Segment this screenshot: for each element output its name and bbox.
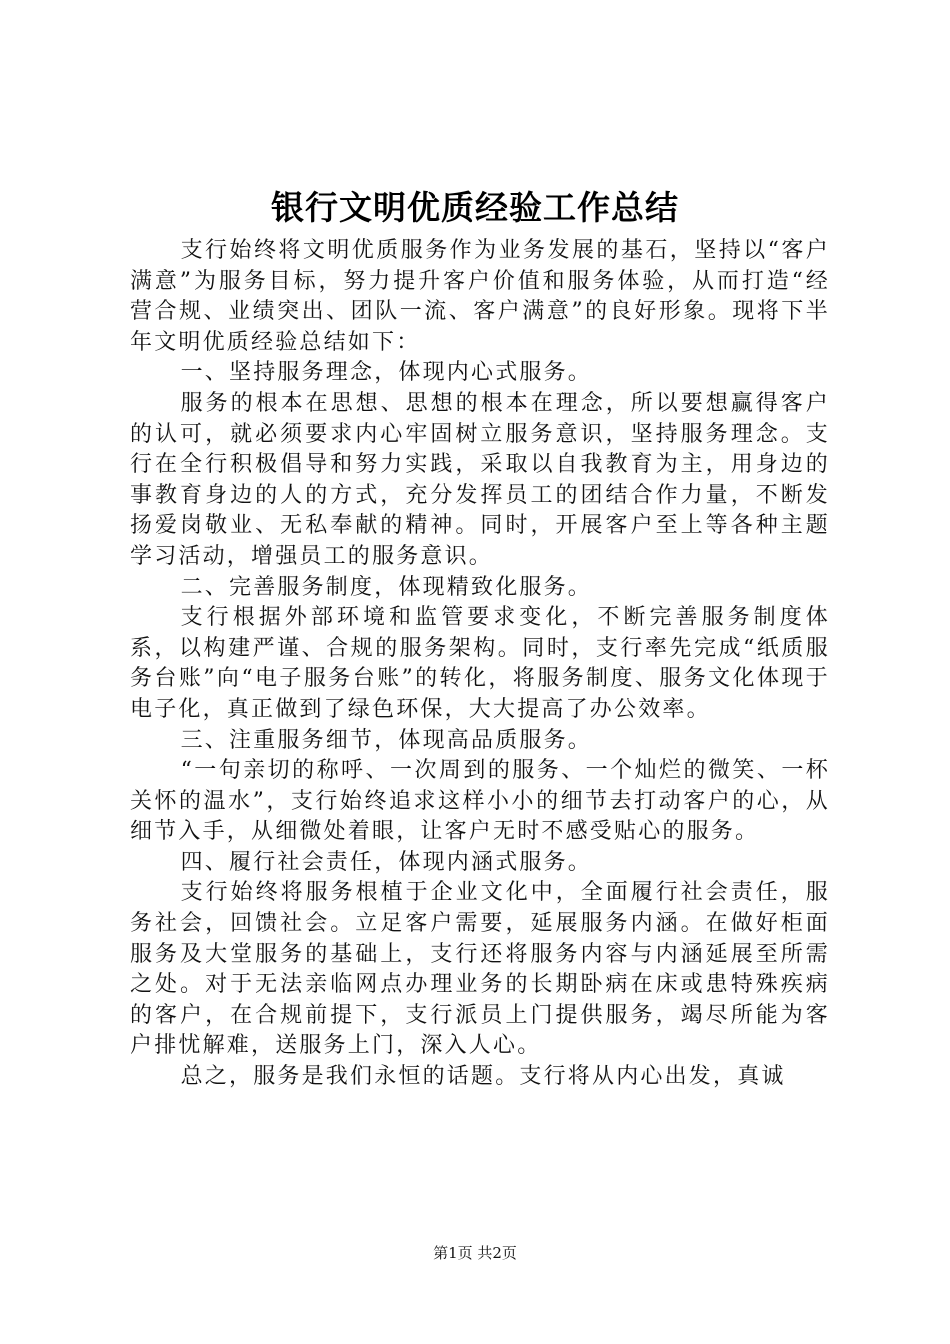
section-heading-1: 一、坚持服务理念，体现内心式服务。 [180, 360, 592, 386]
document-body [130, 236, 830, 1093]
section-heading-3: 三、注重服务细节，体现高品质服务。 [180, 727, 592, 753]
document-title: 银行文明优质经验工作总结 [271, 188, 679, 227]
paragraph-section-1: 服务的根本在思想、思想的根本在理念，所以要想赢得客户的认可，就必须要求内心牢固树立服务意识，坚持服务理念。支行在全行积极倡导和努力实践，采取以自我教育为主，用身边的事教育身边的人的方式，充分发挥员工的团结合作力量，不断发扬爱岗敬业、无私奉献的精神。同时，开展客户至上等各种主题学习活动，增强员工的服务意识。 [130, 390, 830, 569]
page-number-footer: 第1页 共2页 [433, 1244, 517, 1262]
paragraph-section-4: 支行始终将服务根植于企业文化中，全面履行社会责任，服务社会，回馈社会。立足客户需要，延展服务内涵。在做好柜面服务及大堂服务的基础上，支行还将服务内容与内涵延展至所需之处。对于无法亲临网点办理业务的长期卧病在床或患特殊疾病的客户，在合规前提下，支行派员上门提供服务，竭尽所能为客户排忧解难，送服务上门，深入人心。 [130, 880, 830, 1059]
section-heading-4: 四、履行社会责任，体现内涵式服务。 [180, 849, 592, 875]
paragraph-section-2: 支行根据外部环境和监管要求变化，不断完善服务制度体系，以构建严谨、合规的服务架构。同时，支行率先完成“纸质服务台账”向“电子服务台账”的转化，将服务制度、服务文化体现于电子化，真正做到了绿色环保，大大提高了办公效率。 [130, 605, 830, 722]
paragraph-section-3: “一句亲切的称呼、一次周到的服务、一个灿烂的微笑、一杯关怀的温水”，支行始终追求这样小小的细节去打动客户的心，从细节入手，从细微处着眼，让客户无时不感受贴心的服务。 [130, 758, 830, 845]
paragraph-intro: 支行始终将文明优质服务作为业务发展的基石，坚持以“客户满意”为服务目标，努力提升客户价值和服务体验，从而打造“经营合规、业绩突出、团队一流、客户满意”的良好形象。现将下半年文明优质经验总结如下： [130, 238, 830, 355]
section-heading-2: 二、完善服务制度，体现精致化服务。 [180, 574, 592, 600]
paragraph-conclusion: 总之，服务是我们永恒的话题。支行将从内心出发，真诚 [180, 1064, 786, 1090]
